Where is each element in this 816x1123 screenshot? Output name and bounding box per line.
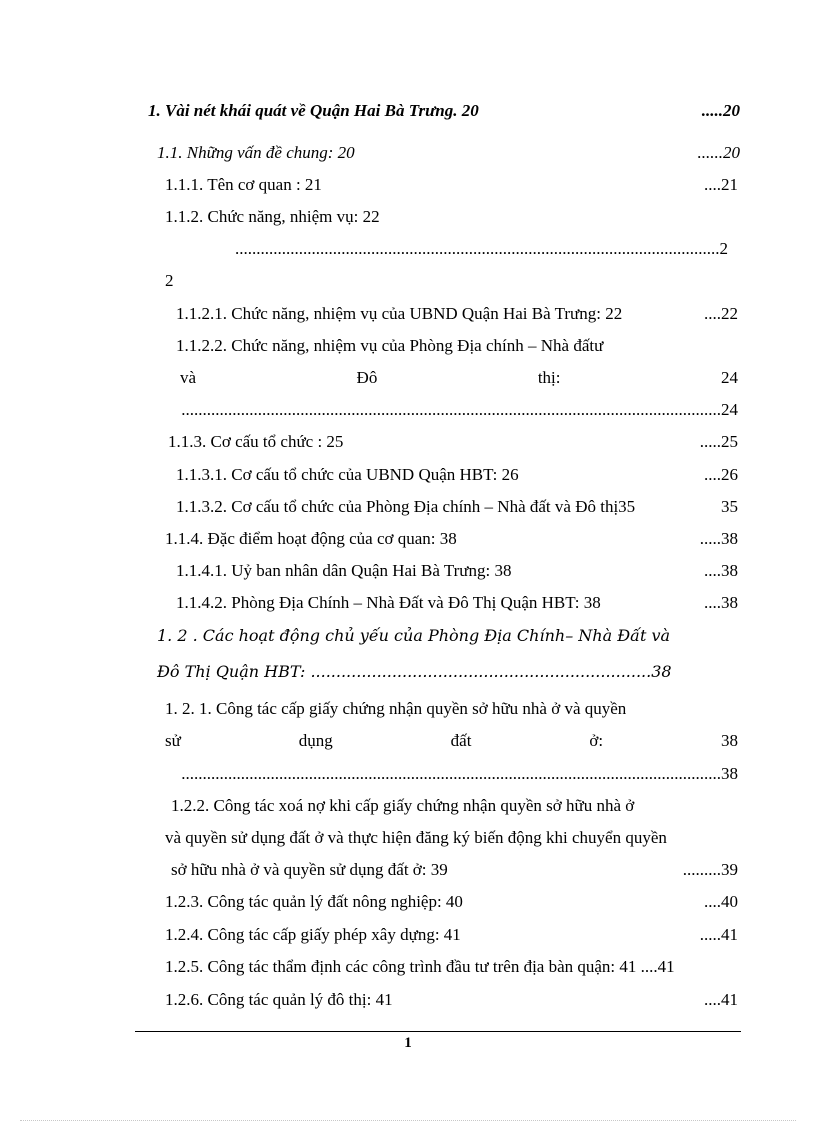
toc-entry-1-1-1: 1.1.1. Tên cơ quan : 21 (165, 175, 322, 194)
toc-entry-1-1-4-1: 1.1.4.1. Uỷ ban nhân dân Quận Hai Bà Trưng: 38 (176, 561, 512, 580)
toc-entry-1-1-3-1: 1.1.3.1. Cơ cấu tổ chức của UBND Quận HBT: 26 (176, 465, 519, 484)
toc-entry-1-2-5: 1.2.5. Công tác thẩm định các công trình đầu tư trên địa bàn quận: 41 ....41 (165, 957, 675, 976)
toc-entry-1-2-2-line2: và quyền sử dụng đất ở và thực hiện đăng ký biến động khi chuyển quyền (165, 828, 667, 847)
toc-entry-1-1-3-2: 1.1.3.2. Cơ cấu tổ chức của Phòng Địa chính – Nhà đất và Đô thị35 (176, 497, 636, 516)
toc-entry-1-2-1-cont (165, 731, 738, 751)
footer-rule (135, 1031, 741, 1032)
toc-entry-1-1-3-1-page: ....26 (704, 465, 738, 484)
word: dụng (298, 731, 333, 750)
toc-entry-1-1-4-2: 1.1.4.2. Phòng Địa Chính – Nhà Đất và Đô Thị Quận HBT: 38 (176, 593, 601, 612)
toc-entry-1-1-2: 1.1.2. Chức năng, nhiệm vụ: 22 (165, 207, 380, 226)
toc-entry-1-1-4-2-page: ....38 (704, 593, 738, 612)
word: 38 (720, 731, 738, 750)
toc-entry-1-1-4-1-page: ....38 (704, 561, 738, 580)
word: Đô (356, 368, 378, 387)
page-number: 1 (404, 1035, 412, 1051)
toc-entry-1-1: 1.1. Những vấn đề chung: 20 (157, 143, 355, 162)
word: 24 (721, 368, 738, 387)
toc-entry-1: 1. Vài nét khái quát về Quận Hai Bà Trưng. 20 (148, 101, 479, 120)
word: sử (165, 731, 181, 750)
word: và (180, 368, 197, 387)
toc-entry-1-1-3-page: .....25 (699, 432, 738, 451)
toc-entry-1-1-1-page: ....21 (704, 175, 738, 194)
toc-entry-1-1-2-1-page: ....22 (704, 304, 738, 323)
toc-entry-1-2-3-page: ....40 (704, 892, 738, 911)
toc-entry-1-1-3: 1.1.3. Cơ cấu tổ chức : 25 (168, 432, 344, 451)
toc-entry-1-2-4-page: .....41 (699, 925, 738, 944)
toc-entry-1-2-2-line1: 1.2.2. Công tác xoá nợ khi cấp giấy chứng nhận quyền sở hữu nhà ở (171, 796, 635, 815)
toc-entry-1-1-2-page: 2 (165, 271, 174, 290)
toc-entry-1-1-4-page: .....38 (699, 529, 738, 548)
toc-entry-1-2-1-leader: ...............................................................................................................................38 (181, 764, 738, 783)
toc-entry-1-page: .....20 (701, 101, 740, 120)
toc-entry-1-2-2-page: .........39 (682, 860, 738, 879)
toc-entry-1-1-4: 1.1.4. Đặc điểm hoạt động của cơ quan: 38 (165, 529, 457, 548)
toc-entry-1-2-6: 1.2.6. Công tác quản lý đô thị: 41 (165, 990, 393, 1009)
word: ở: (589, 731, 604, 750)
toc-entry-1-2-3: 1.2.3. Công tác quản lý đất nông nghiệp: 40 (165, 892, 463, 911)
toc-entry-1-1-2-leader: ..................................................................................................................2 (235, 239, 728, 258)
toc-entry-1-2-cont: Đô Thị Quận HBT: ...................................................................38 (157, 662, 672, 681)
toc-entry-1-1-3-2-page: 35 (721, 497, 738, 516)
toc-entry-1-1-2-2-cont (180, 368, 738, 388)
toc-entry-1-1-2-2-leader: ...............................................................................................................................24 (181, 400, 738, 419)
toc-entry-1-1-page: ......20 (697, 143, 740, 162)
toc-entry-1-1-2-1: 1.1.2.1. Chức năng, nhiệm vụ của UBND Quận Hai Bà Trưng: 22 (176, 304, 623, 323)
toc-entry-1-2: 1. 2 . Các hoạt động chủ yếu của Phòng Địa Chính– Nhà Đất và (157, 626, 671, 645)
toc-entry-1-2-4: 1.2.4. Công tác cấp giấy phép xây dựng: 41 (165, 925, 461, 944)
page-edge-border (20, 1120, 796, 1121)
toc-entry-1-2-2-line3: sở hữu nhà ở và quyền sử dụng đất ở: 39 (171, 860, 448, 879)
toc-entry-1-1-2-2: 1.1.2.2. Chức năng, nhiệm vụ của Phòng Địa chính – Nhà đấtư (176, 336, 604, 355)
word: đất (450, 731, 472, 750)
toc-entry-1-2-1: 1. 2. 1. Công tác cấp giấy chứng nhận quyền sở hữu nhà ở và quyền (165, 699, 627, 718)
toc-entry-1-2-6-page: ....41 (704, 990, 738, 1009)
word: thị: (537, 368, 561, 387)
